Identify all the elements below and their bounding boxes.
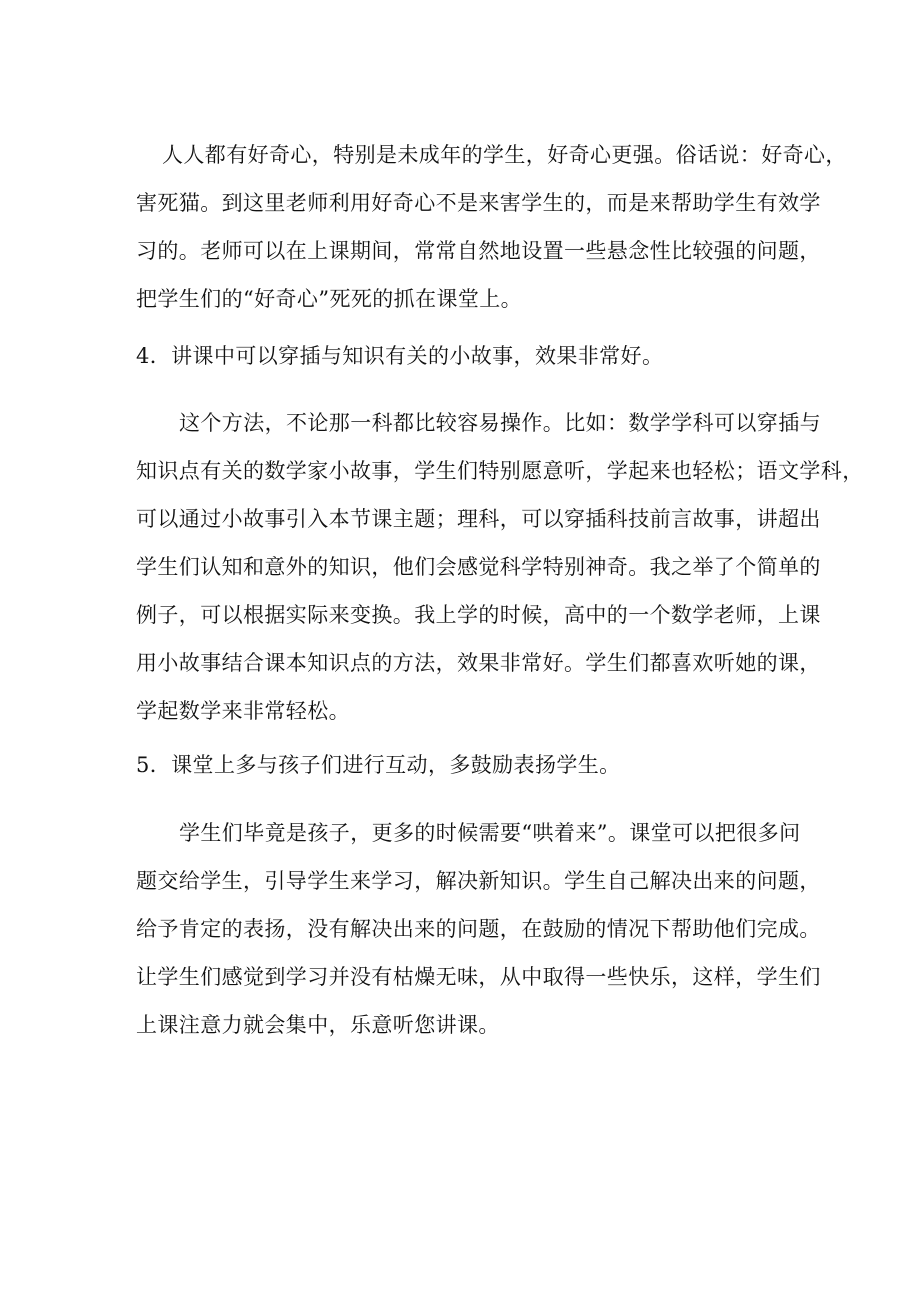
- paragraph-line: 这个方法，不论那一科都比较容易操作。比如：数学学科可以穿插与: [179, 411, 821, 435]
- paragraph-line: 学生们毕竟是孩子，更多的时候需要“哄着来”。课堂可以把很多问: [179, 821, 801, 845]
- paragraph-line: 给予肯定的表扬，没有解决出来的问题，在鼓励的情况下帮助他们完成。: [136, 917, 821, 941]
- section-heading-5: 5．课堂上多与孩子们进行互动，多鼓励表扬学生。: [136, 753, 621, 777]
- paragraph-line: 让学生们感觉到学习并没有枯燥无味，从中取得一些快乐，这样，学生们: [136, 965, 821, 989]
- paragraph-line: 例子，可以根据实际来变换。我上学的时候，高中的一个数学老师，上课: [136, 603, 821, 627]
- paragraph-line: 人人都有好奇心，特别是未成年的学生，好奇心更强。俗话说：好奇心，: [162, 143, 847, 167]
- paragraph-line: 知识点有关的数学家小故事，学生们特别愿意听，学起来也轻松；语文学科，: [136, 459, 864, 483]
- section-heading-4: 4．讲课中可以穿插与知识有关的小故事，效果非常好。: [136, 344, 664, 368]
- paragraph-line: 用小故事结合课本知识点的方法，效果非常好。学生们都喜欢听她的课，: [136, 651, 821, 675]
- paragraph-line: 题交给学生，引导学生来学习，解决新知识。学生自己解决出来的问题，: [136, 869, 821, 893]
- paragraph-line: 习的。老师可以在上课期间，常常自然地设置一些悬念性比较强的问题，: [136, 239, 821, 263]
- paragraph-line: 害死猫。到这里老师利用好奇心不是来害学生的，而是来帮助学生有效学: [136, 191, 821, 215]
- paragraph-line: 上课注意力就会集中，乐意听您讲课。: [136, 1013, 500, 1037]
- paragraph-line: 学起数学来非常轻松。: [136, 699, 350, 723]
- paragraph-line: 学生们认知和意外的知识，他们会感觉科学特别神奇。我之举了个简单的: [136, 555, 821, 579]
- paragraph-line: 把学生们的“好奇心”死死的抓在课堂上。: [136, 287, 523, 311]
- paragraph-line: 可以通过小故事引入本节课主题；理科，可以穿插科技前言故事，讲超出: [136, 507, 821, 531]
